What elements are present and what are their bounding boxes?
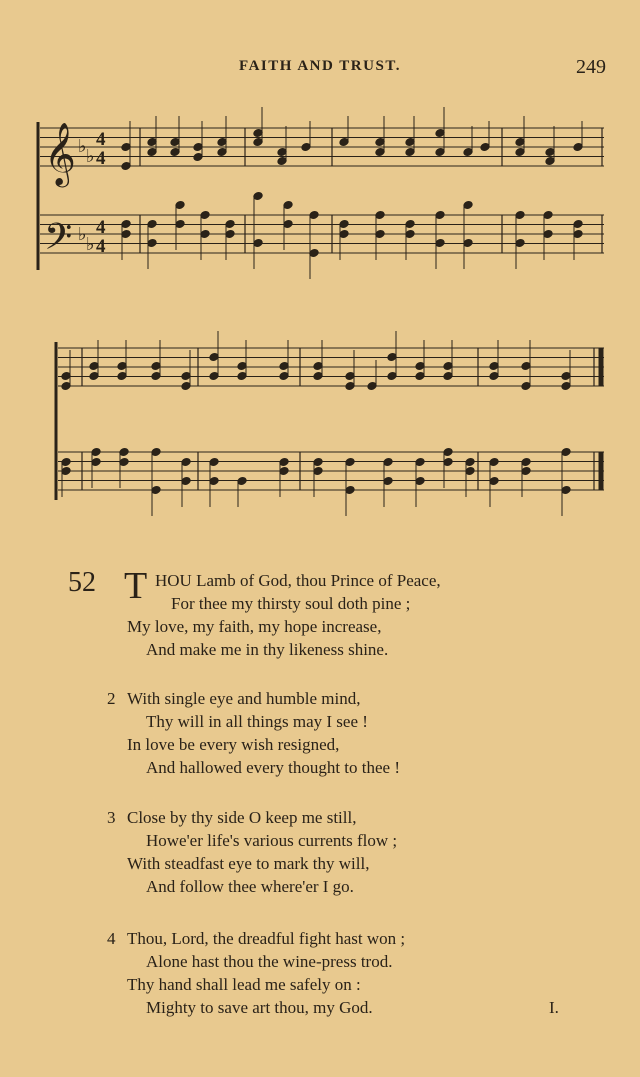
verse-2-line-1: With single eye and humble mind, (127, 689, 361, 708)
verse-4-line-2: Alone hast thou the wine-press trod. (146, 952, 393, 971)
hymn-number: 52 (68, 567, 96, 598)
attribution: I. (549, 998, 559, 1017)
verse-4-number: 4 (107, 929, 116, 948)
final-barline (599, 348, 603, 386)
flat-sign-icon: ♭ (78, 136, 87, 156)
verse-3-number: 3 (107, 808, 116, 827)
page-number: 249 (576, 56, 606, 78)
flat-sign-icon: ♭ (86, 146, 95, 166)
verse-4-line-3: Thy hand shall lead me safely on : (127, 975, 361, 994)
drop-cap: T (124, 565, 148, 607)
running-head (0, 58, 640, 82)
final-barline (599, 452, 603, 490)
verse-2-line-4: And hallowed every thought to thee ! (146, 758, 400, 777)
flat-sign-icon: ♭ (86, 234, 95, 254)
verse-3-line-2: Howe'er life's various currents flow ; (146, 831, 398, 850)
time-signature-digit: 4 (96, 148, 106, 169)
treble-clef-icon: 𝄞 (44, 122, 76, 185)
verse-1-line-2: For thee my thirsty soul doth pine ; (171, 594, 411, 613)
verse-4-line-4: Mighty to save art thou, my God. (146, 998, 373, 1017)
verse-1-line-3: My love, my faith, my hope increase, (127, 617, 382, 636)
music-score (0, 100, 640, 530)
verse-1-line-1: HOU Lamb of God, thou Prince of Peace, (155, 571, 441, 590)
verse-2-line-2: Thy will in all things may I see ! (146, 712, 368, 731)
verse-2-line-3: In love be every wish resigned, (127, 735, 340, 754)
verse-3-line-3: With steadfast eye to mark thy will, (127, 854, 370, 873)
section-title: FAITH AND TRUST. (239, 58, 401, 74)
verse-3-line-1: Close by thy side O keep me still, (127, 808, 357, 827)
bass-clef-icon: 𝄢 (44, 216, 73, 267)
verse-1-line-4: And make me in thy likeness shine. (146, 640, 389, 659)
verse-3-line-4: And follow thee where'er I go. (146, 877, 354, 896)
time-signature-digit: 4 (96, 236, 106, 257)
time-signature-digit: 4 (96, 217, 106, 238)
verse-4-line-1: Thou, Lord, the dreadful fight hast won ; (127, 929, 406, 948)
verse-2-number: 2 (107, 689, 116, 708)
flat-sign-icon: ♭ (78, 224, 87, 244)
time-signature-digit: 4 (96, 129, 106, 150)
